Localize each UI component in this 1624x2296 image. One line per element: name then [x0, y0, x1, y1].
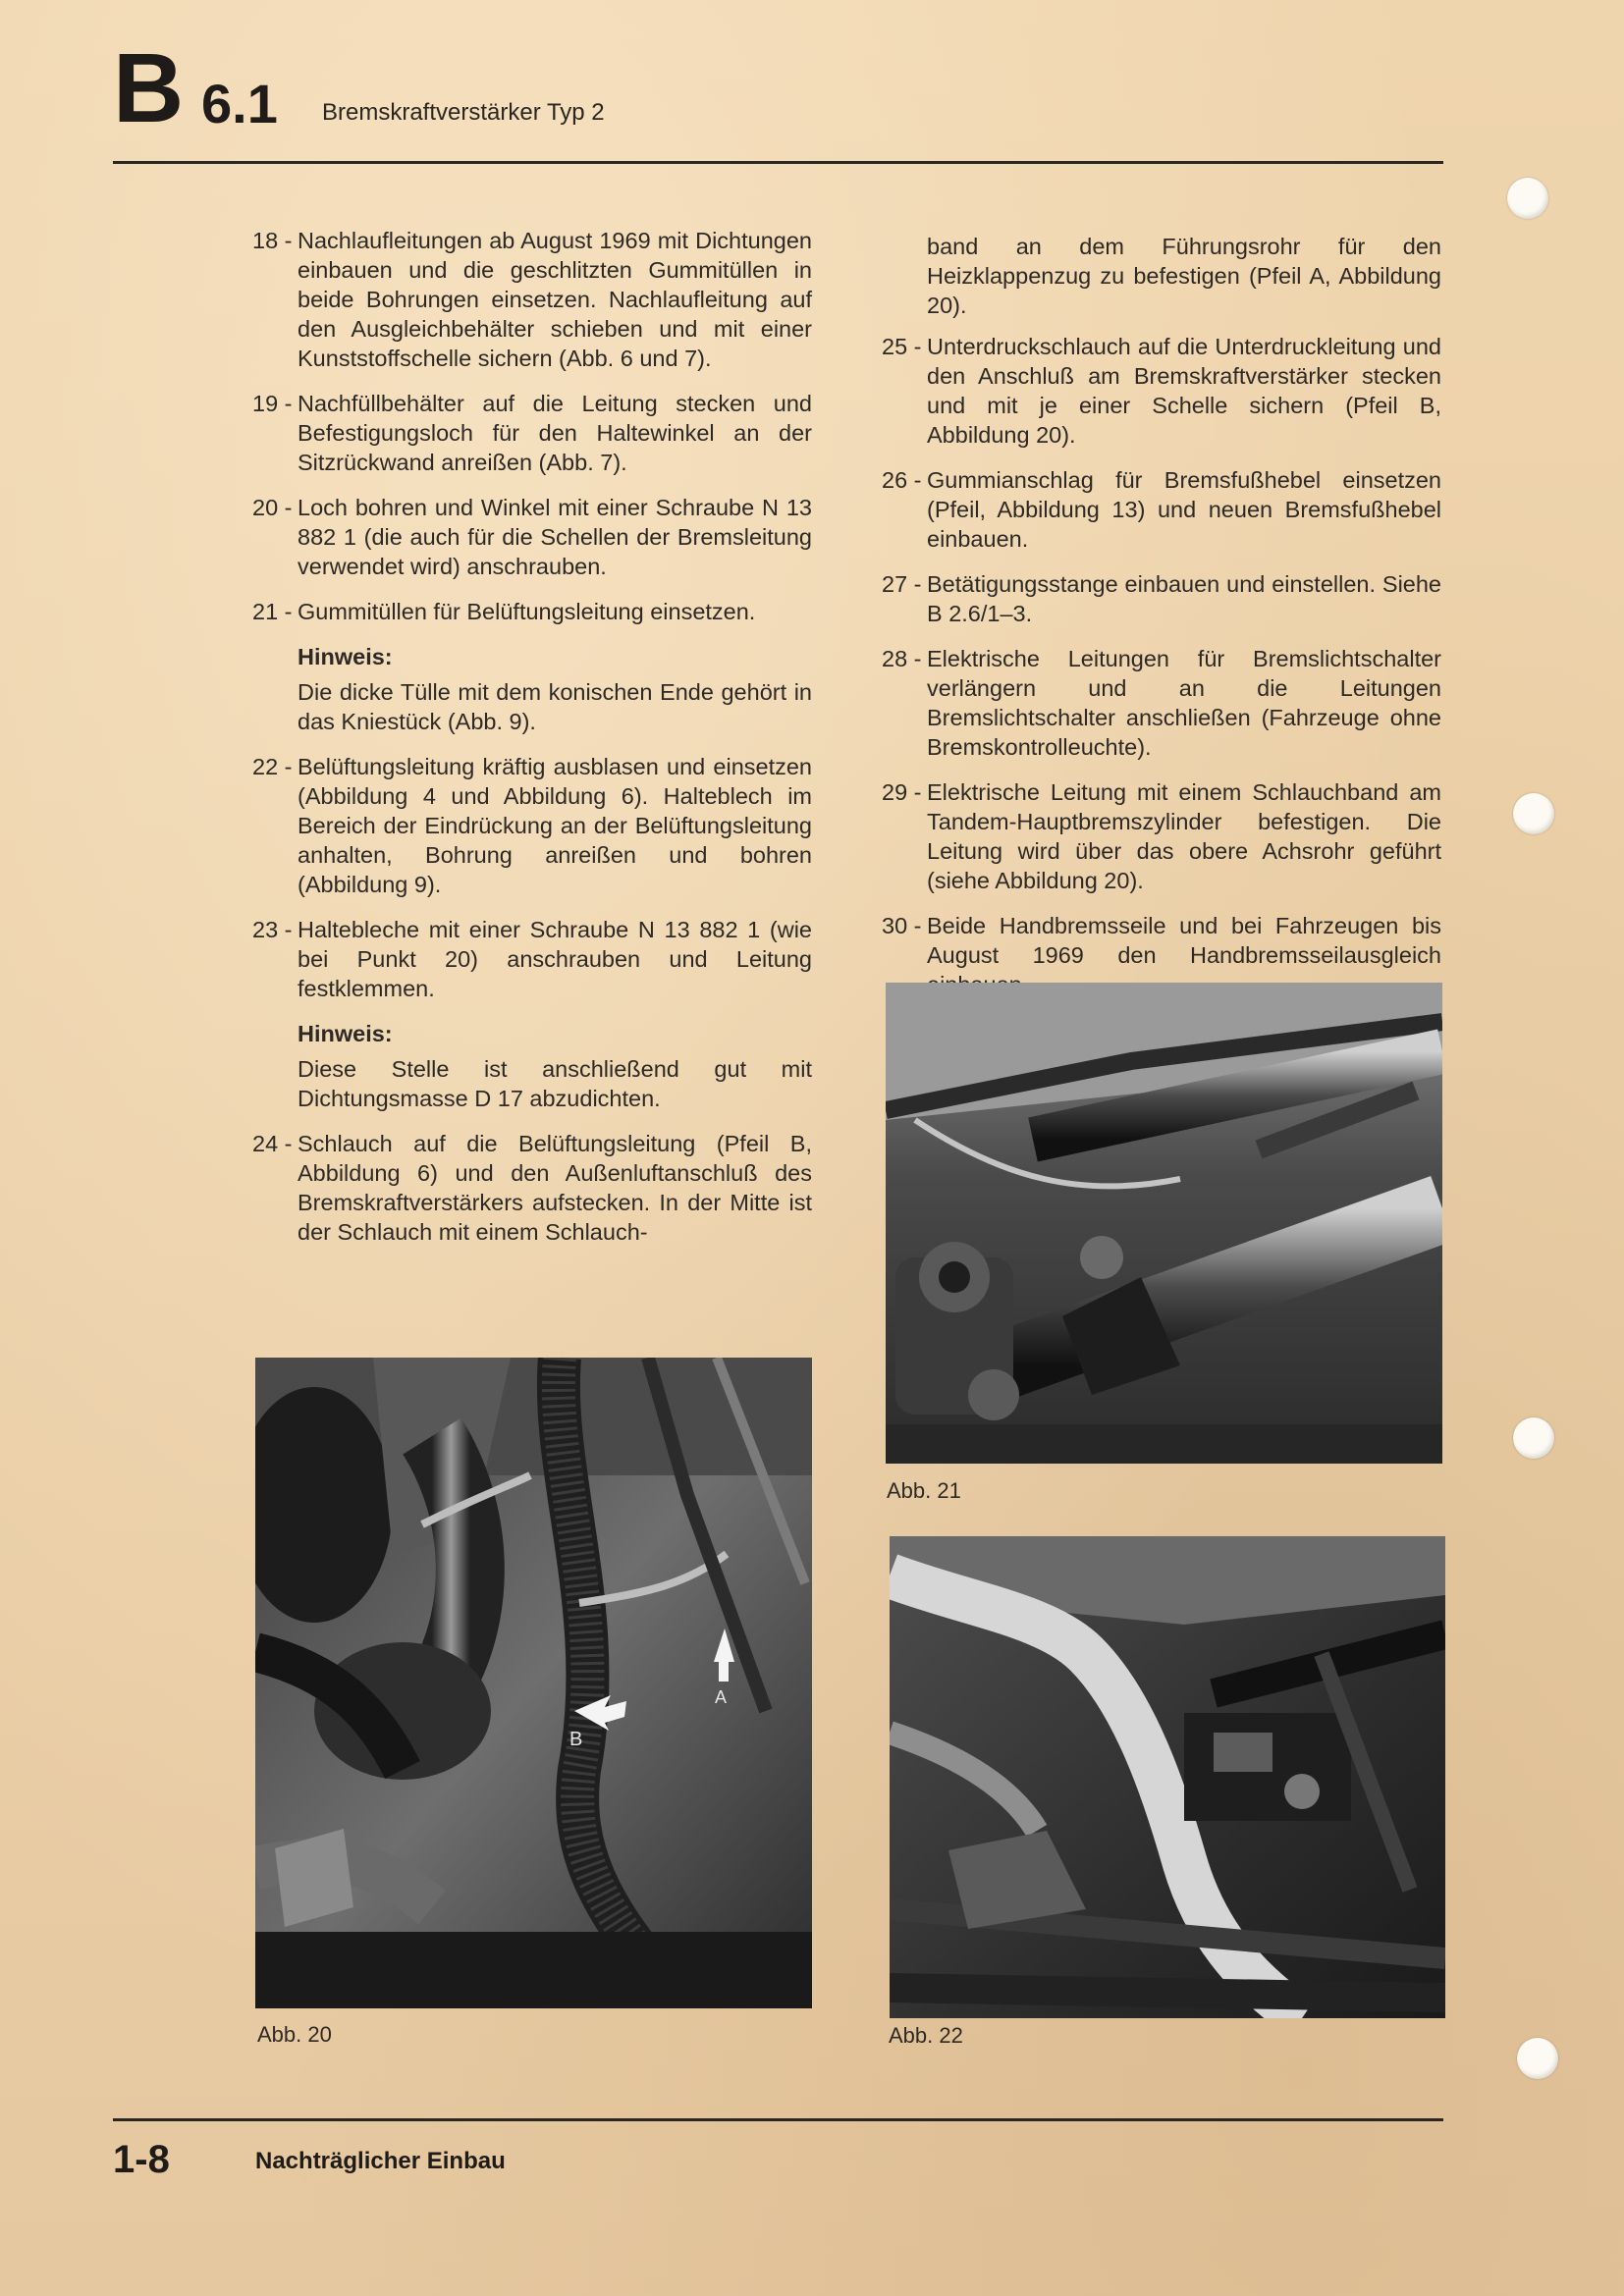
note-block — [252, 1019, 812, 1113]
figure-22-image — [890, 1536, 1445, 2018]
item-text: Beide Handbremsseile und bei Fahrzeugen bis August 1969 den Handbremsseilausgleich — [927, 913, 1441, 968]
footer-rule — [113, 2118, 1443, 2121]
item-text: Betätigungsstange einbauen und einstellen. Siehe B 2.6/1–3. — [927, 571, 1441, 626]
item-number: 20 - — [252, 495, 293, 520]
figure-20-photo — [255, 1358, 812, 2008]
page-number: 1-8 — [113, 2138, 170, 2181]
item-text: Haltebleche mit einer Schraube N 13 882 1 (wie bei Punkt 20) anschrauben und Leitung festklemmen. — [298, 917, 812, 1001]
list-item — [252, 597, 812, 626]
note-text: Diese Stelle ist anschließend gut mit Dichtungsmasse D 17 abzudichten. — [298, 1056, 812, 1111]
item-number: 30 - — [882, 913, 922, 938]
figure-20-caption: Abb. 20 — [257, 2022, 332, 2047]
item-text: Unterdruckschlauch auf die Unterdruckleitung und den Anschluß am Bremskraftverstärker stecken und mit je einer Schelle sichern (Pfeil B, Abbildung 20). — [927, 334, 1441, 448]
list-item — [252, 915, 812, 1003]
figure-21-caption: Abb. 21 — [887, 1478, 961, 1503]
continued-text: band an dem Führungsrohr für den Heizklappenzug zu befestigen (Pfeil A, Abbildung 20). — [927, 234, 1441, 318]
list-item — [882, 465, 1441, 554]
figure-21-image — [886, 983, 1442, 1464]
item-number: 21 - — [252, 599, 293, 624]
left-column — [252, 226, 812, 1262]
figure-22-caption: Abb. 22 — [889, 2023, 963, 2048]
list-item — [252, 752, 812, 899]
list-item — [252, 1129, 812, 1247]
page-title: Bremskraftverstärker Typ 2 — [322, 99, 605, 126]
punch-hole — [1513, 1417, 1554, 1459]
arrow-a-label: A — [715, 1687, 728, 1707]
section-title: Nachträglicher Einbau — [255, 2148, 506, 2174]
item-text: Gummitüllen für Belüftungsleitung einsetzen. — [298, 599, 756, 624]
chapter-letter: B — [113, 33, 183, 143]
figure-22-photo — [890, 1536, 1445, 2018]
list-item — [882, 777, 1441, 895]
note-block — [252, 642, 812, 736]
list-item — [252, 493, 812, 581]
item-text: Nachlaufleitungen ab August 1969 mit Dichtungen einbauen und die geschlitzten Gummitüllen in beide Bohrungen einsetzen. Nachlaufleitung auf den Ausgleichbehälter schieben und mit einer Kunststoffschelle sichern (Abb. 6 und 7). — [298, 228, 812, 371]
item-number: 25 - — [882, 334, 922, 359]
list-item — [252, 389, 812, 477]
item-number: 28 - — [882, 646, 922, 671]
header-rule — [113, 161, 1443, 164]
item-text: Gummianschlag für Bremsfußhebel einsetzen (Pfeil, Abbildung 13) und neuen Bremsfußhebel einbauen. — [927, 467, 1441, 552]
item-number: 26 - — [882, 467, 922, 493]
arrow-b-label: B — [569, 1729, 583, 1750]
punch-hole — [1517, 2038, 1558, 2079]
right-column — [882, 232, 1441, 1015]
item-text: Nachfüllbehälter auf die Leitung stecken und Befestigungsloch für den Haltewinkel an der Sitzrückwand anreißen (Abb. 7). — [298, 391, 812, 475]
figure-20-image — [255, 1358, 812, 2008]
note-text: Die dicke Tülle mit dem konischen Ende gehört in das Kniestück (Abb. 9). — [298, 679, 812, 734]
item-number: 18 - — [252, 228, 293, 253]
item-number: 23 - — [252, 917, 293, 942]
chapter-number: 6.1 — [201, 73, 278, 134]
punch-hole — [1507, 178, 1548, 219]
item-text: Belüftungsleitung kräftig ausblasen und einsetzen (Abbildung 4 und Abbildung 6). Halteblech im Bereich der Eindrückung an der Belüftungsleitung anhalten, Bohrung anreißen und bohren (Abbildung 9). — [298, 754, 812, 897]
item-text: Loch bohren und Winkel mit einer Schraube N 13 882 1 (die auch für die Schellen der Bremsleitung verwendet wird) anschrauben. — [298, 495, 812, 579]
item-number: 22 - — [252, 754, 293, 779]
list-item — [882, 569, 1441, 628]
list-item — [882, 332, 1441, 450]
item-text: Elektrische Leitungen für Bremslichtschalter verlängern und an die Leitungen Bremslichtschalter anschließen (Fahrzeuge ohne Bremskontrolleuchte). — [927, 646, 1441, 760]
item-number: 29 - — [882, 779, 922, 805]
note-heading: Hinweis: — [298, 644, 393, 669]
item-text: Schlauch auf die Belüftungsleitung (Pfeil B, Abbildung 6) und den Außenluftanschluß des Bremskraftverstärkers aufstecken. In der Mitte ist der Schlauch mit einem Schlauch- — [298, 1131, 812, 1245]
list-item — [882, 644, 1441, 762]
punch-hole — [1513, 793, 1554, 834]
figure-21-photo — [886, 983, 1442, 1464]
list-item — [252, 226, 812, 373]
item-number: 19 - — [252, 391, 293, 416]
item-number: 27 - — [882, 571, 922, 597]
item-number: 24 - — [252, 1131, 293, 1156]
note-heading: Hinweis: — [298, 1021, 393, 1046]
item-text: Elektrische Leitung mit einem Schlauchband am Tandem-Hauptbremszylinder befestigen. Die Leitung wird über das obere Achsrohr geführt (siehe Abbildung 20). — [927, 779, 1441, 893]
